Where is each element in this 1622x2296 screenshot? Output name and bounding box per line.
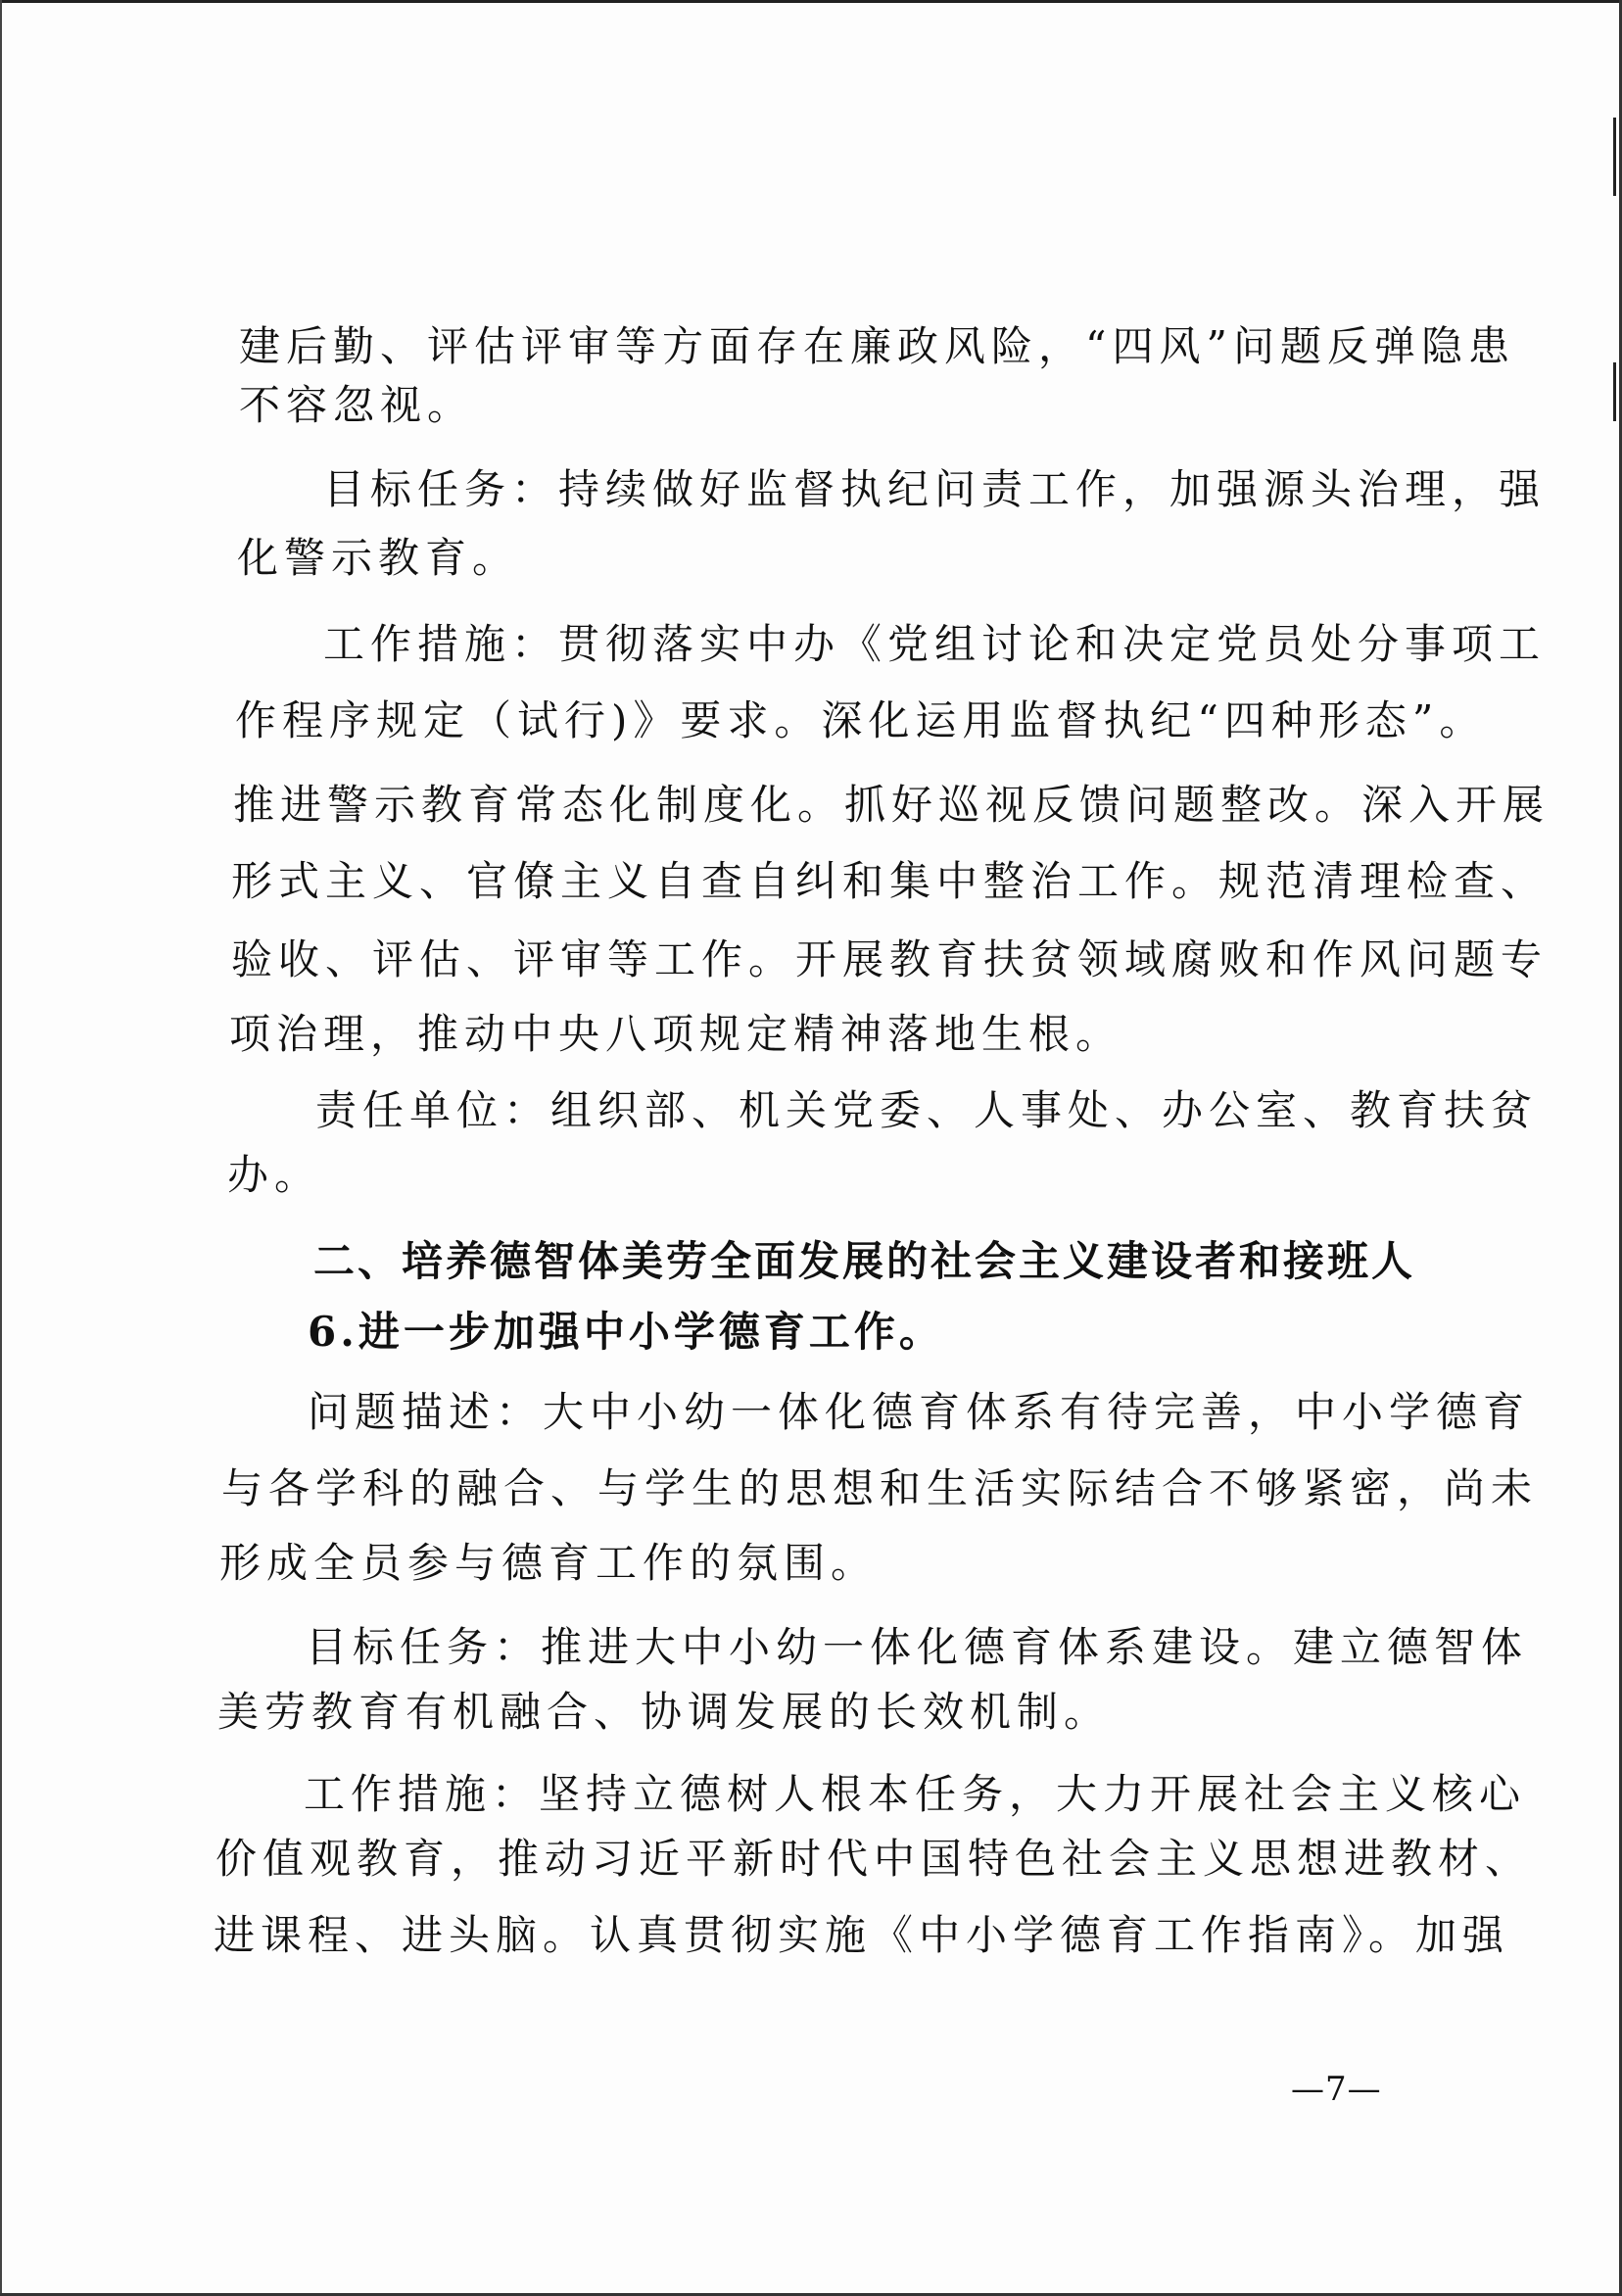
item-heading: 6.进一步加强中小学德育工作。 (308, 1308, 944, 1356)
text-line: 形成全员参与德育工作的氛围。 (219, 1539, 879, 1587)
text-line: 美劳教育有机融合、协调发展的长效机制。 (217, 1688, 1112, 1736)
scan-mark (1613, 362, 1616, 421)
scan-mark (1613, 118, 1616, 196)
text-line: 项治理，推动中央八项规定精神落地生根。 (229, 1010, 1123, 1058)
text-line: 化警示教育。 (237, 534, 520, 582)
text-line: 进课程、进头脑。认真贯彻实施《中小学德育工作指南》。加强 (214, 1911, 1510, 1959)
page-number: —7— (1291, 2070, 1382, 2109)
text-line: 办。 (227, 1151, 322, 1199)
text-line: 目标任务：持续做好监督执纪问责工作，加强源头治理，强 (323, 465, 1547, 513)
text-line: 形式主义、官僚主义自查自纠和集中整治工作。规范清理检查、 (231, 857, 1549, 905)
section-heading: 二、培养德智体美劳全面发展的社会主义建设者和接班人 (313, 1237, 1416, 1285)
text-line: 不容忽视。 (239, 381, 475, 429)
text-line: 责任单位：组织部、机关党委、人事处、办公室、教育扶贫 (315, 1086, 1539, 1134)
text-line: 建后勤、评估评审等方面存在廉政风险，“四风”问题反弹隐患 (239, 322, 1515, 370)
text-line: 作程序规定（试行)》要求。深化运用监督执纪“四种形态”。 (235, 696, 1487, 744)
text-line: 与各学科的融合、与学生的思想和生活实际结合不够紧密，尚未 (221, 1464, 1539, 1512)
scan-edge-left (0, 0, 2, 2296)
text-line: 问题描述：大中小幼一体化德育体系有待完善，中小学德育 (308, 1388, 1531, 1436)
text-line: 目标任务：推进大中小幼一体化德育体系建设。建立德智体 (306, 1623, 1529, 1671)
text-line: 价值观教育，推动习近平新时代中国特色社会主义思想进教材、 (215, 1835, 1533, 1883)
text-line: 工作措施：贯彻落实中办《党组讨论和决定党员处分事项工 (323, 620, 1547, 668)
text-line: 推进警示教育常态化制度化。抓好巡视反馈问题整改。深入开展 (233, 781, 1550, 829)
scan-edge-top (0, 0, 1622, 3)
text-line: 工作措施：坚持立德树人根本任务，大力开展社会主义核心 (304, 1770, 1527, 1818)
text-line: 验收、评估、评审等工作。开展教育扶贫领域腐败和作风问题专 (231, 935, 1549, 983)
